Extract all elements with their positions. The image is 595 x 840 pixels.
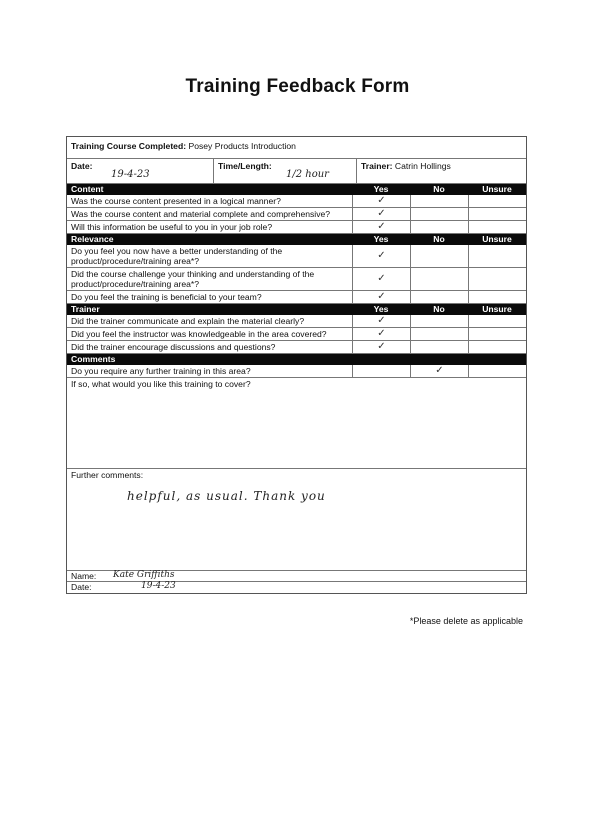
course-value: Posey Products Introduction [188, 141, 296, 151]
yes-cell[interactable] [352, 195, 410, 207]
question-row [67, 208, 526, 221]
date-cell [67, 159, 214, 183]
section-header-content [67, 184, 526, 195]
further-training-prompt: If so, what would you like this training to cover? [71, 379, 251, 389]
no-cell[interactable] [410, 221, 468, 233]
unsure-header: Unsure [482, 184, 512, 194]
tick-mark: ✓ [377, 341, 386, 352]
question-row [67, 291, 526, 304]
yes-cell[interactable] [352, 268, 410, 290]
yes-cell[interactable] [352, 221, 410, 233]
unsure-cell[interactable] [468, 221, 526, 233]
yes-cell[interactable] [352, 208, 410, 220]
question-row [67, 245, 526, 268]
signoff-date-row [67, 582, 526, 593]
unsure-cell[interactable] [468, 315, 526, 327]
yes-header: Yes [373, 184, 389, 194]
footnote: *Please delete as applicable [409, 616, 523, 626]
date-value: 19-4-23 [111, 169, 150, 180]
unsure-cell[interactable] [468, 208, 526, 220]
time-value: 1/2 hour [286, 169, 329, 180]
course-row [67, 137, 526, 159]
further-comments-label: Further comments: [71, 470, 144, 480]
question-text: Did you feel the instructor was knowledgeable in the area covered? [71, 329, 327, 339]
yes-cell[interactable] [352, 341, 410, 353]
tick-mark: ✓ [377, 195, 386, 206]
trainer-value: Catrin Hollings [394, 161, 451, 171]
name-value: Kate Griffiths [113, 570, 175, 580]
question-text: Do you feel the training is beneficial to your team? [71, 292, 262, 302]
no-header: No [433, 304, 445, 314]
further-comments-value: helpful, as usual. Thank you [127, 489, 326, 503]
section-title: Content [71, 184, 104, 194]
tick-mark: ✓ [377, 250, 386, 261]
name-row [67, 571, 526, 582]
no-cell[interactable] [410, 365, 468, 377]
no-cell[interactable] [410, 195, 468, 207]
unsure-cell[interactable] [468, 245, 526, 267]
question-row [67, 221, 526, 234]
time-cell [214, 159, 357, 183]
section-title: Relevance [71, 234, 114, 244]
question-text: Did the trainer communicate and explain the material clearly? [71, 316, 305, 326]
question-text: Did the trainer encourage discussions and questions? [71, 342, 276, 352]
no-cell[interactable] [410, 291, 468, 303]
feedback-form [66, 136, 527, 594]
tick-mark: ✓ [435, 365, 444, 376]
no-cell[interactable] [410, 208, 468, 220]
no-cell[interactable] [410, 341, 468, 353]
unsure-header: Unsure [482, 234, 512, 244]
no-header: No [433, 184, 445, 194]
question-row [67, 328, 526, 341]
question-text: Will this information be useful to you in your job role? [71, 222, 273, 232]
name-label: Name: [71, 571, 97, 581]
further-comments-box[interactable] [67, 469, 526, 571]
form-title: Training Feedback Form [185, 76, 410, 97]
trainer-label: Trainer: [361, 161, 393, 171]
question-text: Did the course challenge your thinking and understanding of the product/procedure/training area*? [71, 269, 315, 289]
question-row [67, 315, 526, 328]
unsure-cell[interactable] [468, 365, 526, 377]
question-row [67, 195, 526, 208]
question-text: Do you feel you now have a better understanding of the product/procedure/training area*? [71, 246, 283, 266]
no-header: No [433, 234, 445, 244]
yes-cell[interactable] [352, 315, 410, 327]
unsure-cell[interactable] [468, 328, 526, 340]
tick-mark: ✓ [377, 273, 386, 284]
date-label: Date: [71, 161, 93, 171]
no-cell[interactable] [410, 245, 468, 267]
yes-cell[interactable] [352, 328, 410, 340]
question-text: Was the course content presented in a logical manner? [71, 196, 281, 206]
unsure-cell[interactable] [468, 268, 526, 290]
time-label: Time/Length: [218, 161, 272, 171]
question-row [67, 268, 526, 291]
question-text: Was the course content and material complete and comprehensive? [71, 209, 331, 219]
question-text: Do you require any further training in this area? [71, 366, 251, 376]
unsure-cell[interactable] [468, 195, 526, 207]
unsure-header: Unsure [482, 304, 512, 314]
yes-cell[interactable] [352, 365, 410, 377]
no-cell[interactable] [410, 315, 468, 327]
yes-cell[interactable] [352, 291, 410, 303]
tick-mark: ✓ [377, 291, 386, 302]
tick-mark: ✓ [377, 208, 386, 219]
section-header-comments [67, 354, 526, 365]
section-header-relevance [67, 234, 526, 245]
tick-mark: ✓ [377, 328, 386, 339]
question-row [67, 365, 526, 378]
tick-mark: ✓ [377, 315, 386, 326]
further-training-box[interactable] [67, 378, 526, 469]
signoff-date-value: 19-4-23 [141, 581, 176, 591]
tick-mark: ✓ [377, 221, 386, 232]
no-cell[interactable] [410, 328, 468, 340]
no-cell[interactable] [410, 268, 468, 290]
course-label: Training Course Completed: [71, 141, 187, 151]
section-title: Comments [71, 354, 116, 364]
signoff-date-label: Date: [71, 582, 92, 592]
unsure-cell[interactable] [468, 291, 526, 303]
yes-header: Yes [373, 234, 389, 244]
unsure-cell[interactable] [468, 341, 526, 353]
question-row [67, 341, 526, 354]
yes-header: Yes [373, 304, 389, 314]
section-title: Trainer [71, 304, 100, 314]
section-header-trainer [67, 304, 526, 315]
info-row [67, 159, 526, 184]
trainer-cell [357, 159, 526, 183]
yes-cell[interactable] [352, 245, 410, 267]
